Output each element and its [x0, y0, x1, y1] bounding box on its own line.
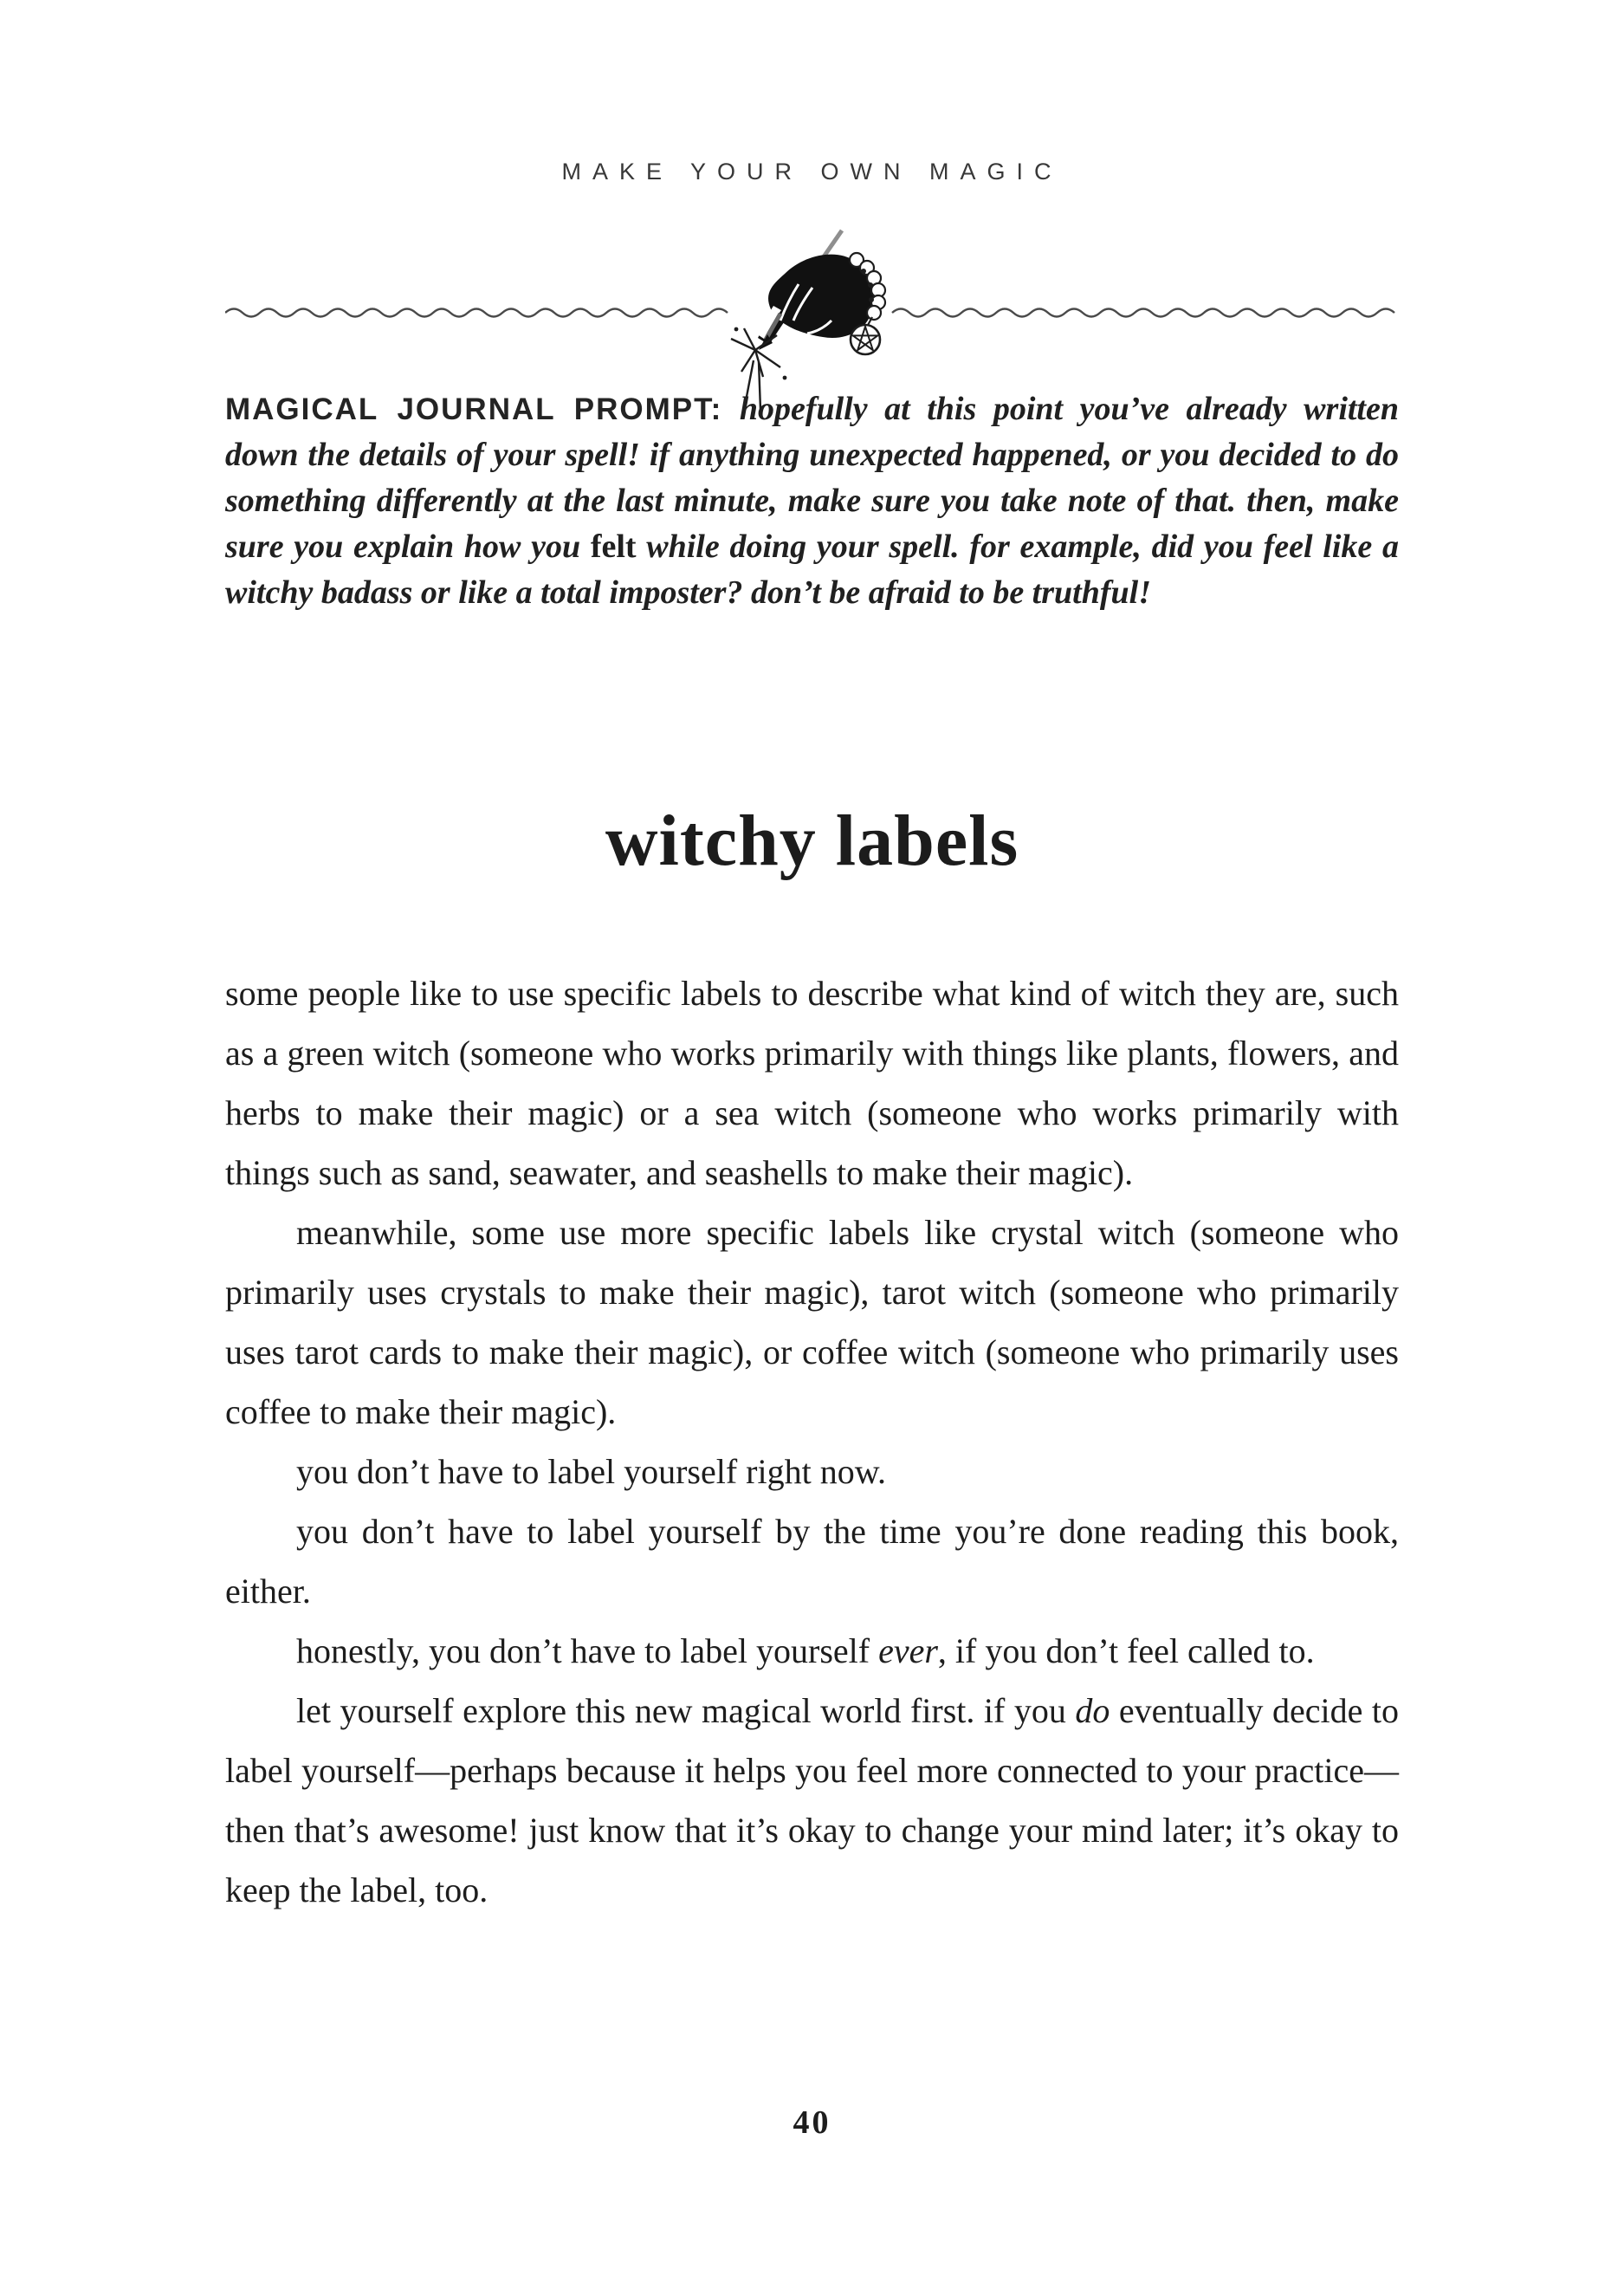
text-segment: you don’t have to label yourself right now.: [296, 1452, 886, 1491]
text-segment: felt: [590, 528, 637, 565]
paragraph: [225, 1501, 1399, 1621]
page-number: 40: [793, 2104, 831, 2141]
text-segment: meanwhile, some use more specific labels like crystal witch (someone who primarily uses crystals to make their magic), tarot witch (someone who primarily uses tarot cards to make their magic), or coffee witch (someone who primarily uses coffee to make their magic).: [225, 1213, 1399, 1431]
journal-prompt-text: [225, 386, 1399, 616]
text-segment: eventually decide to label yourself—perhaps because it helps you feel more connected to your practice—then that’s awesome! just know that it’s okay to change your mind later; it’s okay to keep the label, too.: [225, 1691, 1400, 1909]
text-segment: , if you don’t feel called to.: [937, 1631, 1315, 1670]
paragraph: [225, 1442, 1399, 1501]
text-segment: honestly, you don’t have to label yourself: [296, 1631, 879, 1670]
journal-prompt-label: MAGICAL JOURNAL PROMPT:: [225, 392, 723, 426]
running-header: MAKE YOUR OWN MAGIC: [561, 159, 1063, 185]
section-title: witchy labels: [605, 801, 1019, 881]
wavy-rule-left-icon: [225, 309, 728, 317]
body-paragraphs: [225, 963, 1399, 1920]
text-segment: hopefully at this point you’ve already written down the details of your spell! if anything unexpected happened, or you decided to do something differently at the last minute, make sure you take note of that. then, make sure you explain how you: [225, 391, 1399, 565]
paragraph: [225, 1681, 1399, 1920]
paragraph: [225, 1621, 1399, 1681]
text-segment: while doing your spell. for example, did you feel like a witchy badass or like a total imposter? don’t be afraid to be truthful!: [225, 528, 1400, 611]
text-segment: let yourself explore this new magical world first. if you: [296, 1691, 1076, 1730]
paragraph: [225, 1203, 1399, 1442]
text-segment: you don’t have to label yourself by the time you’re done reading this book, either.: [225, 1512, 1399, 1611]
text-segment: some people like to use specific labels to describe what kind of witch they are, such as a green witch (someone who works primarily with things like plants, flowers, and herbs to make their magic) or a sea witch (someone who works primarily with things such as sand, seawater, and seashells to make their magic).: [225, 974, 1399, 1192]
journal-prompt: [225, 386, 1399, 616]
text-segment: ever: [878, 1631, 938, 1670]
text-segment: do: [1075, 1691, 1110, 1730]
wavy-rule-right-icon: [892, 309, 1394, 317]
paragraph: [225, 963, 1399, 1203]
